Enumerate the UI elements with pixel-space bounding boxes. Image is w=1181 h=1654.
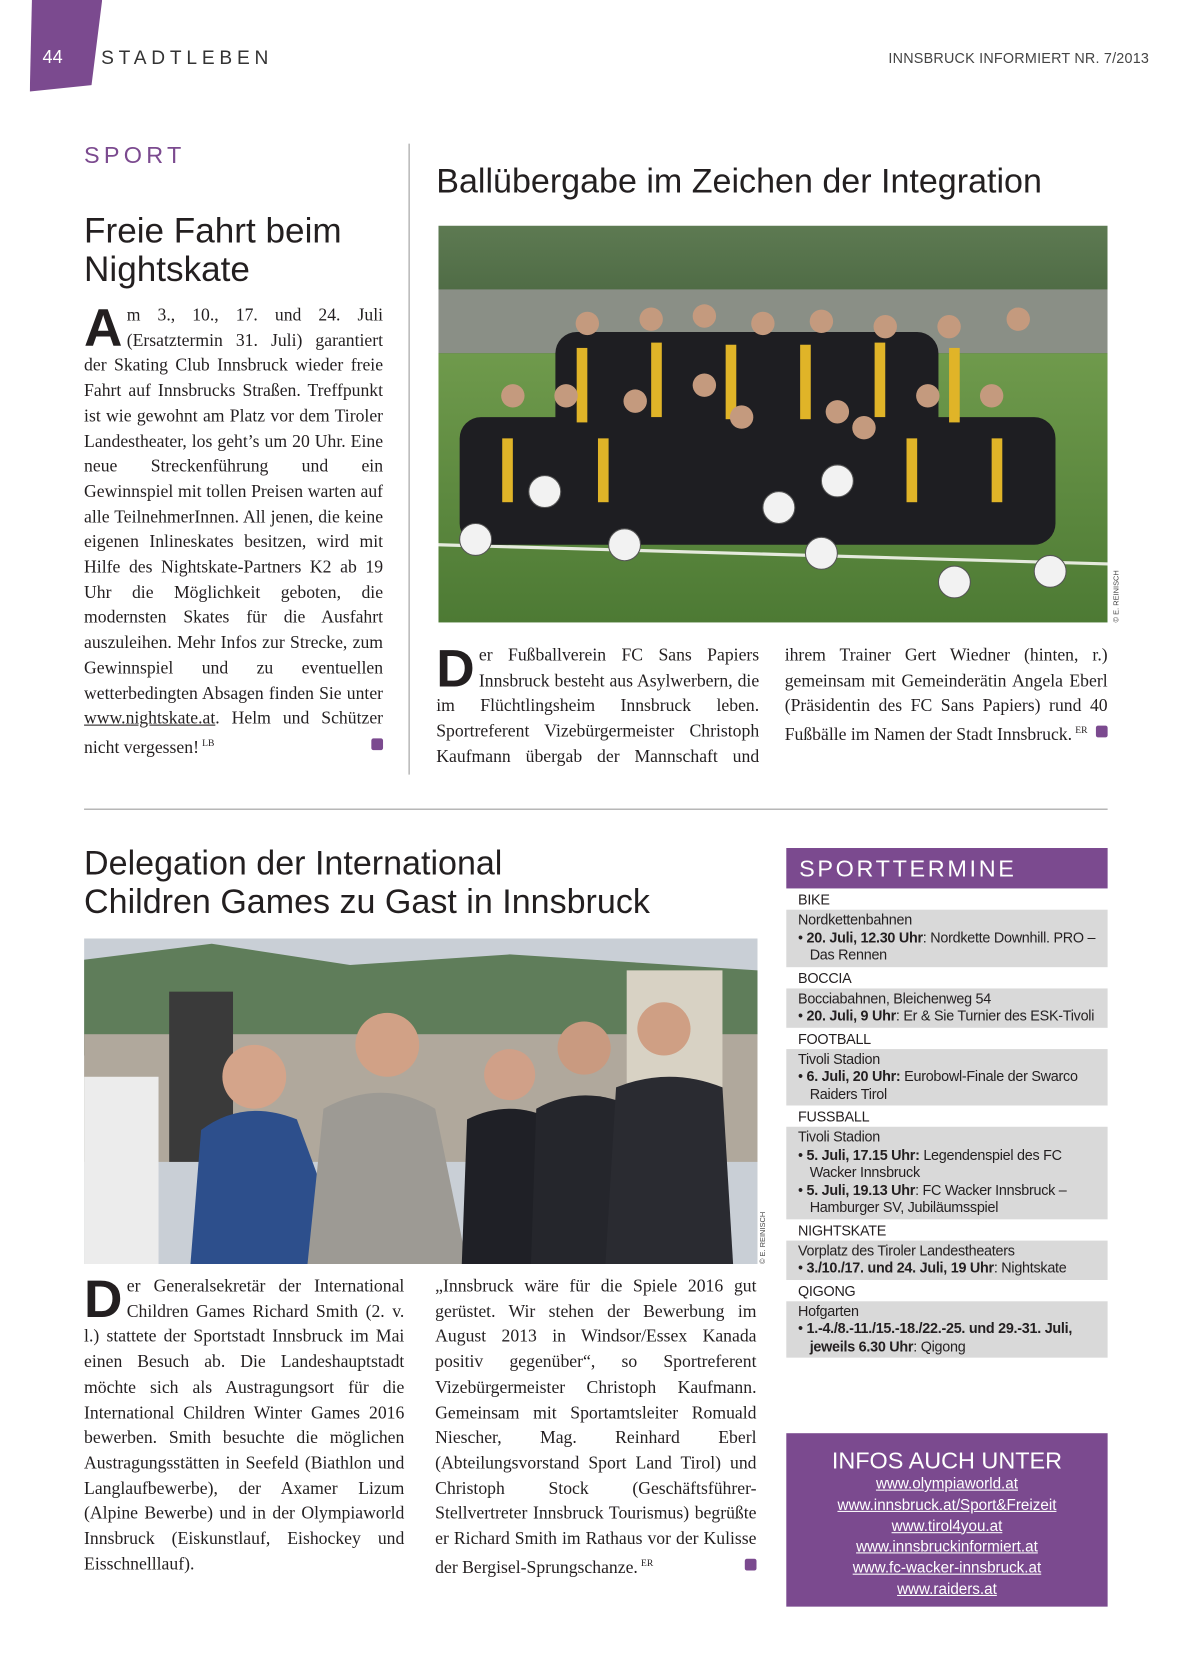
article-ballübergabe-title: Ballübergabe im Zeichen der Integration <box>436 161 1042 201</box>
event-date: 5. Juli, 19.13 Uhr <box>806 1181 916 1198</box>
title-line: Children Games zu Gast in Innsbruck <box>84 882 650 921</box>
kicker-sport: SPORT <box>84 141 186 169</box>
info-link[interactable]: www.olympiaworld.at <box>875 1475 1018 1493</box>
title-line: Delegation der International <box>84 843 503 883</box>
section-divider <box>84 809 1108 810</box>
sporttermine-list <box>786 888 1107 1357</box>
infos-links <box>786 1475 1107 1601</box>
section-title: STADTLEBEN <box>101 46 274 69</box>
author-initials: ER <box>1075 724 1088 736</box>
info-link[interactable]: www.innsbruck.at/Sport&Freizeit <box>837 1496 1057 1514</box>
event-item <box>798 1068 1099 1103</box>
event-date: 1.-4./8.-11./15.-18./22.-25. und 29.-31. Juli, jeweils 6.30 Uhr <box>806 1320 1073 1354</box>
event-desc: : Qigong <box>913 1337 966 1354</box>
body-text: „Innsbruck wäre für die Spiele 2016 gut gerüstet. Wir stehen der Bewerbung im August 2013 in Windsor/Essex Kanada positiv gegenüber“, so Sportreferent Vizebürgermeister Christoph Kaufmann. Gemeinsam mit Sportamtsleiter Romuald Niescher, Mag. Reinhard Eberl (Abteilungsvorstand Sport Land Tirol) und Christoph Stock (Geschäftsführer-Stellvertreter Innsbruck Tourismus) begrüßte er Richard Smith im Rathaus vor der Kulisse der Bergisel-Sprungschanze. <box>435 1275 757 1578</box>
event-item <box>798 1008 1099 1026</box>
category-label: FOOTBALL <box>798 1030 871 1047</box>
event-block <box>786 1127 1107 1219</box>
event-item <box>798 929 1099 964</box>
event-desc: : Er & Sie Turnier des ESK-Tivoli <box>895 1007 1095 1024</box>
body-text: er Fußballverein FC Sans Papiers Innsbruck besteht aus Asylwerbern, die im Flüchtlingsheim Innsbruck leben. Sportreferent Vizebürgermeister Christoph Kaufmann übergab der Mannschaft und ihrem Trainer Gert Wiedner (hinten, r.) gemeinsam mit Gemeinderätin Angela Eberl (Präsidentin des FC Sans Papiers) rund 40 Fußbälle im Namen der Stadt Innsbruck. <box>436 644 1108 766</box>
venue: Tivoli Stadion <box>798 1128 880 1145</box>
body-text: m 3., 10., 17. und 24. Juli (Ersatztermin 31. Juli) garantiert der Skating Club Innsbruck wieder freie Fahrt auf Innsbrucks Straßen. Treffpunkt ist wie gewohnt am Platz vor dem Tiroler Landestheater, los geht’s um 20 Uhr. Eine neue Streckenführung und ein Gewinnspiel mit tollen Preisen warten auf alle TeilnehmerInnen. All jenen, die keine eigenen Inlineskates besitzen, wird mit Hilfe des Nightskate-Partners K2 ab 19 Uhr die Möglichkeit geboten, die modernsten Skates für die Ausfahrt auszuleihen. Mehr Infos zur Strecke, zum Gewinnspiel und zu eventuellen wetterbedingten Absagen finden Sie unter <box>84 304 384 703</box>
dropcap: D <box>84 1269 123 1329</box>
article-nightskate-title <box>84 212 393 289</box>
end-mark <box>371 738 383 750</box>
venue: Nordkettenbahnen <box>798 911 912 928</box>
venue: Hofgarten <box>798 1302 859 1319</box>
event-block <box>786 1301 1107 1358</box>
end-mark <box>745 1558 757 1570</box>
article-delegation-body-col2 <box>435 1274 756 1580</box>
bullet-icon: • <box>798 1068 807 1085</box>
category-label: BOCCIA <box>798 969 852 986</box>
bullet-icon: • <box>798 1320 807 1337</box>
title-line: Freie Fahrt beim <box>84 210 342 251</box>
title-line: Nightskate <box>84 248 250 289</box>
event-date: 3./10./17. und 24. Juli, 19 Uhr <box>806 1259 994 1276</box>
event-block <box>786 1240 1107 1279</box>
event-desc: : Nordkette Downhill. PRO – Das Rennen <box>809 929 1096 963</box>
infos-box <box>786 1433 1107 1606</box>
event-item <box>798 1320 1099 1355</box>
bullet-icon: • <box>798 1181 807 1198</box>
article-delegation-title <box>84 844 776 921</box>
nightskate-link[interactable]: www.nightskate.at <box>84 707 216 729</box>
infos-title: INFOS AUCH UNTER <box>831 1447 1063 1474</box>
sporttermine-box <box>786 848 1107 1358</box>
venue: Tivoli Stadion <box>798 1050 880 1067</box>
category-label: NIGHTSKATE <box>798 1222 887 1238</box>
event-item <box>798 1182 1099 1217</box>
event-block <box>786 910 1107 967</box>
dropcap: D <box>436 638 475 698</box>
event-date: 20. Juli, 9 Uhr <box>806 1007 896 1024</box>
author-initials: LB <box>202 737 215 748</box>
event-date: 6. Juli, 20 Uhr: <box>806 1068 901 1085</box>
event-desc: Legendenspiel des FC Wacker Innsbruck <box>809 1146 1062 1180</box>
info-link[interactable]: www.fc-wacker-innsbruck.at <box>852 1560 1042 1578</box>
event-desc: : Nightskate <box>993 1259 1067 1276</box>
event-desc: Eurobowl-Finale der Swarco Raiders Tirol <box>809 1068 1078 1102</box>
photo-credit: © E. REINISCH <box>759 1211 768 1265</box>
category-label: BIKE <box>798 891 830 908</box>
category-label: QIGONG <box>798 1282 856 1299</box>
photo-credit: © E. REINISCH <box>1112 570 1121 623</box>
page-tab <box>30 0 102 92</box>
article-delegation-body-col1 <box>84 1269 405 1577</box>
event-date: 5. Juli, 17.15 Uhr: <box>806 1146 920 1163</box>
event-date: 20. Juli, 12.30 Uhr <box>806 929 923 946</box>
bullet-icon: • <box>798 1146 807 1163</box>
bullet-icon: • <box>798 929 807 946</box>
event-desc: : FC Wacker Innsbruck – Hamburger SV, Jubiläumsspiel <box>809 1181 1067 1216</box>
page-number: 44 <box>42 46 63 68</box>
venue: Bocciabahnen, Bleichenweg 54 <box>798 990 991 1007</box>
author-initials: ER <box>641 1557 654 1569</box>
info-link[interactable]: www.tirol4you.at <box>891 1517 1003 1535</box>
dropcap: A <box>84 297 123 358</box>
issue-label: INNSBRUCK INFORMIERT NR. 7/2013 <box>888 50 1150 66</box>
body-text: . Helm und Schützer nicht vergessen! <box>84 707 384 758</box>
delegation-photo <box>84 938 758 1264</box>
sporttermine-title: SPORTTERMINE <box>786 848 1107 888</box>
bullet-icon: • <box>798 1007 807 1024</box>
event-item <box>798 1146 1099 1181</box>
event-block <box>786 1049 1107 1106</box>
bullet-icon: • <box>798 1259 807 1276</box>
team-photo <box>438 226 1107 623</box>
event-block <box>786 988 1107 1027</box>
body-text: er Generalsekretär der International Children Games Richard Smith (2. v. l.) stattete der Sportstadt Innsbruck im Mai einen Besuch ab. Die Landeshauptstadt möchte sich als Austragungsort für die International Children Winter Games 2016 bewerben. Smith besuchte die möglichen Austragungsstätten in Seefeld (Biathlon und Langlaufbewerbe), der Axamer Lizum (Alpine Bewerbe) und in der Olympiaworld Innsbruck (Eiskunstlauf, Eishockey und Eisschnelllauf). <box>84 1275 405 1574</box>
article-ballübergabe-body <box>436 638 1108 769</box>
end-mark <box>1096 726 1108 738</box>
category-label: FUSSBALL <box>798 1108 870 1125</box>
venue: Vorplatz des Tiroler Landestheaters <box>798 1242 1015 1259</box>
column-divider <box>409 144 410 775</box>
article-nightskate-body <box>84 297 384 760</box>
info-link[interactable]: www.raiders.at <box>897 1581 997 1599</box>
info-link[interactable]: www.innsbruckinformiert.at <box>856 1538 1038 1556</box>
event-item <box>798 1260 1099 1278</box>
